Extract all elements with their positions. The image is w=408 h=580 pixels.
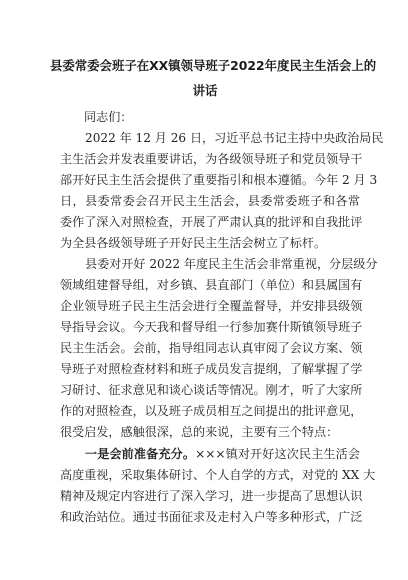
paragraph-line-rest: 镇对开好这次民主生活会	[225, 447, 360, 461]
paragraph-line: 为全县各级领导班子开好民主生活会树立了标杆。	[60, 236, 327, 250]
salutation: 同志们：	[84, 110, 133, 124]
paragraph-line: 2022 年 12 月 26 日，习近平总书记主持中央政治局民	[85, 131, 384, 145]
paragraph-line: 和政治站位。通过书面征求及走村入户等多种形式，广泛	[60, 510, 363, 524]
paragraph-line: 民主生活会。会前，指导组同志认真审阅了会议方案、领	[60, 341, 363, 355]
bold-lead-text: 一是会前准备充分。	[85, 447, 196, 461]
paragraph-line: 县委对开好 2022 年度民主生活会非常重视，分层级分	[85, 257, 378, 271]
paragraph-line: 导指导会议。今天我和督导组一行参加赛什斯镇领导班子	[60, 320, 363, 334]
paragraph-line: 习研讨、征求意见和谈心谈话等情况。刚才，听了大家所	[60, 383, 363, 397]
paragraph-line: 领域组建督导组，对乡镇、县直部门（单位）和县属国有	[60, 278, 363, 292]
paragraph-line: 高度重视，采取集体研讨、个人自学的方式，对党的 XX 大	[60, 468, 376, 482]
paragraph-line: 精神及规定内容进行了深入学习，进一步提高了思想认识	[60, 489, 363, 503]
paragraph-line: 主生活会并发表重要讲话，为各级领导班子和党员领导干	[60, 152, 363, 166]
paragraph-line: 委作了深入对照检查，开展了严肃认真的批评和自我批评	[60, 215, 363, 229]
document-title-line-2: 讲话	[192, 83, 218, 98]
bold-lead-tail: ×××	[195, 447, 226, 461]
paragraph-line: 部开好民主生活会提供了重要指引和根本遵循。今年 2 月 3	[60, 173, 378, 187]
paragraph-line: 很受启发，感触很深，总的来说，主要有三个特点：	[60, 425, 339, 439]
paragraph-line-with-bold-lead	[85, 446, 360, 462]
document-title-line-1: 县委常委会班子在XX镇领导班子2022年度民主生活会上的	[50, 58, 377, 73]
paragraph-line: 导班子对照检查材料和班子成员发言提纲，了解掌握了学	[60, 362, 363, 376]
paragraph-line: 日，县委常委会召开民主生活会，县委常委班子和各常	[60, 194, 360, 208]
paragraph-line: 企业领导班子民主生活会进行全覆盖督导，并安排县级领	[60, 299, 363, 313]
paragraph-line: 作的对照检查，以及班子成员相互之间提出的批评意见，	[60, 404, 363, 418]
